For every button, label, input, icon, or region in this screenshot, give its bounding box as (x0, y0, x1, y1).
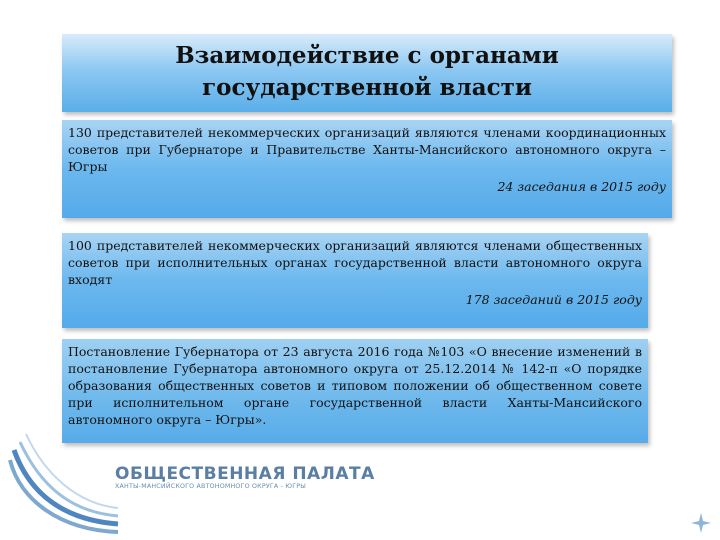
logo-subtitle: ХАНТЫ-МАНСИЙСКОГО АВТОНОМНОГО ОКРУГА - ЮГРЫ (115, 483, 307, 490)
slide-title (62, 34, 672, 104)
block-note: 178 заседаний в 2015 году (465, 292, 642, 307)
block-text: 130 представителей некоммерческих организаций являются членами координационных советов при Губернаторе и Правительстве Ханты-Мансийского автономного округа – Югры (68, 125, 666, 174)
info-block-coordination-councils (62, 120, 672, 218)
block-text: Постановление Губернатора от 23 августа 2016 года №103 «О внесение изменений в постановление Губернатора автономного округа от 25.12.2014 № 142-п «О порядке образования общественных советов и типовом положении об общественном совете при исполнительном органе государственной власти Ханты-Мансийского автономного округа – Югры». (68, 344, 642, 427)
info-block-resolution (62, 339, 648, 443)
title-line-2: государственной власти (202, 74, 532, 101)
block-text: 100 представителей некоммерческих организаций являются членами общественных советов при исполнительных органах государственной власти автономного округа входят (68, 238, 642, 287)
info-block-public-councils (62, 233, 648, 328)
title-line-1: Взаимодействие с органами (175, 42, 559, 69)
star-decoration-icon (690, 512, 712, 534)
logo-swirl-icon (0, 420, 120, 540)
title-box (62, 34, 672, 112)
logo-name: ОБЩЕСТВЕННАЯ ПАЛАТА (115, 464, 375, 484)
block-note: 24 заседания в 2015 году (497, 179, 666, 194)
